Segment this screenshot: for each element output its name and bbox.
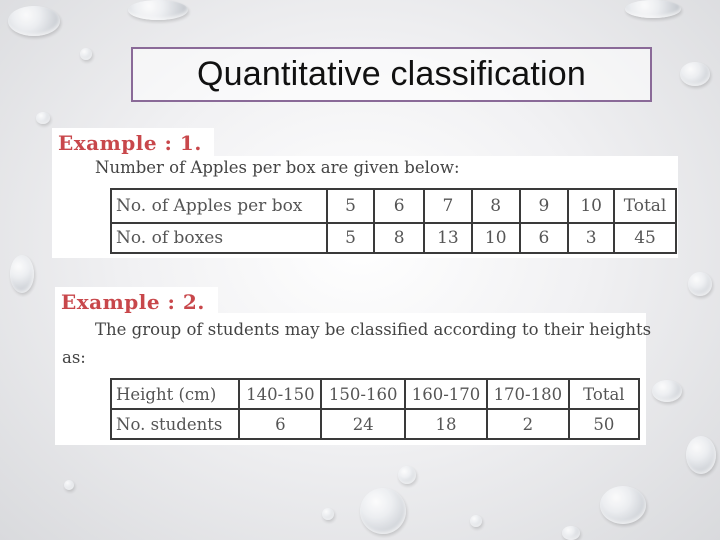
row-label: No. of Apples per box: [111, 189, 327, 223]
row-label: Height (cm): [111, 379, 239, 409]
example-1-description: Number of Apples per box are given below:: [95, 158, 460, 177]
table-cell: 6: [239, 409, 321, 439]
water-drop-decoration: [686, 436, 716, 474]
table-cell: 45: [614, 223, 676, 253]
table-row: [111, 379, 639, 409]
row-label: No. of boxes: [111, 223, 327, 253]
water-drop-decoration: [680, 62, 710, 86]
example-2-heading: Example : 2.: [55, 287, 218, 317]
table-row: [111, 189, 676, 223]
table-cell: 8: [472, 189, 520, 223]
water-drop-decoration: [652, 380, 682, 402]
example-1-heading: Example : 1.: [52, 128, 214, 158]
water-drop-decoration: [80, 48, 92, 60]
table-cell: 5: [327, 223, 375, 253]
table-cell: 9: [520, 189, 569, 223]
table-cell: 24: [321, 409, 405, 439]
example-2-description-line-2: as:: [62, 348, 86, 367]
water-drop-decoration: [8, 6, 60, 36]
table-cell: 8: [374, 223, 424, 253]
table-row: [111, 409, 639, 439]
table-cell: 170-180: [487, 379, 569, 409]
slide-title: Quantitative classification: [196, 55, 587, 93]
water-drop-decoration: [470, 515, 482, 527]
table-cell: 10: [472, 223, 520, 253]
table-cell: 6: [374, 189, 424, 223]
table-cell: 10: [568, 189, 614, 223]
water-drop-decoration: [360, 488, 406, 534]
table-cell: 5: [327, 189, 375, 223]
title-box: [131, 47, 652, 102]
table-cell: 2: [487, 409, 569, 439]
table-cell: 140-150: [239, 379, 321, 409]
table-cell: 13: [424, 223, 472, 253]
water-drop-decoration: [36, 112, 50, 124]
water-drop-decoration: [128, 0, 188, 20]
table-cell: Total: [569, 379, 639, 409]
table-cell: 7: [424, 189, 472, 223]
water-drop-decoration: [398, 466, 416, 484]
table-cell: 6: [520, 223, 569, 253]
table-cell: Total: [614, 189, 676, 223]
table-row: [111, 223, 676, 253]
water-drop-decoration: [600, 486, 646, 524]
example-2-description-line-1: The group of students may be classified according to their heights: [95, 320, 652, 339]
water-drop-decoration: [322, 508, 334, 520]
row-label: No. students: [111, 409, 239, 439]
table-cell: 3: [568, 223, 614, 253]
table-cell: 18: [405, 409, 487, 439]
water-drop-decoration: [625, 0, 681, 18]
water-drop-decoration: [688, 272, 712, 296]
table-cell: 50: [569, 409, 639, 439]
heights-table: [110, 378, 640, 440]
apples-table: [110, 188, 677, 254]
table-cell: 160-170: [405, 379, 487, 409]
water-drop-decoration: [10, 255, 34, 293]
water-drop-decoration: [562, 526, 580, 540]
table-cell: 150-160: [321, 379, 405, 409]
water-drop-decoration: [64, 480, 74, 490]
